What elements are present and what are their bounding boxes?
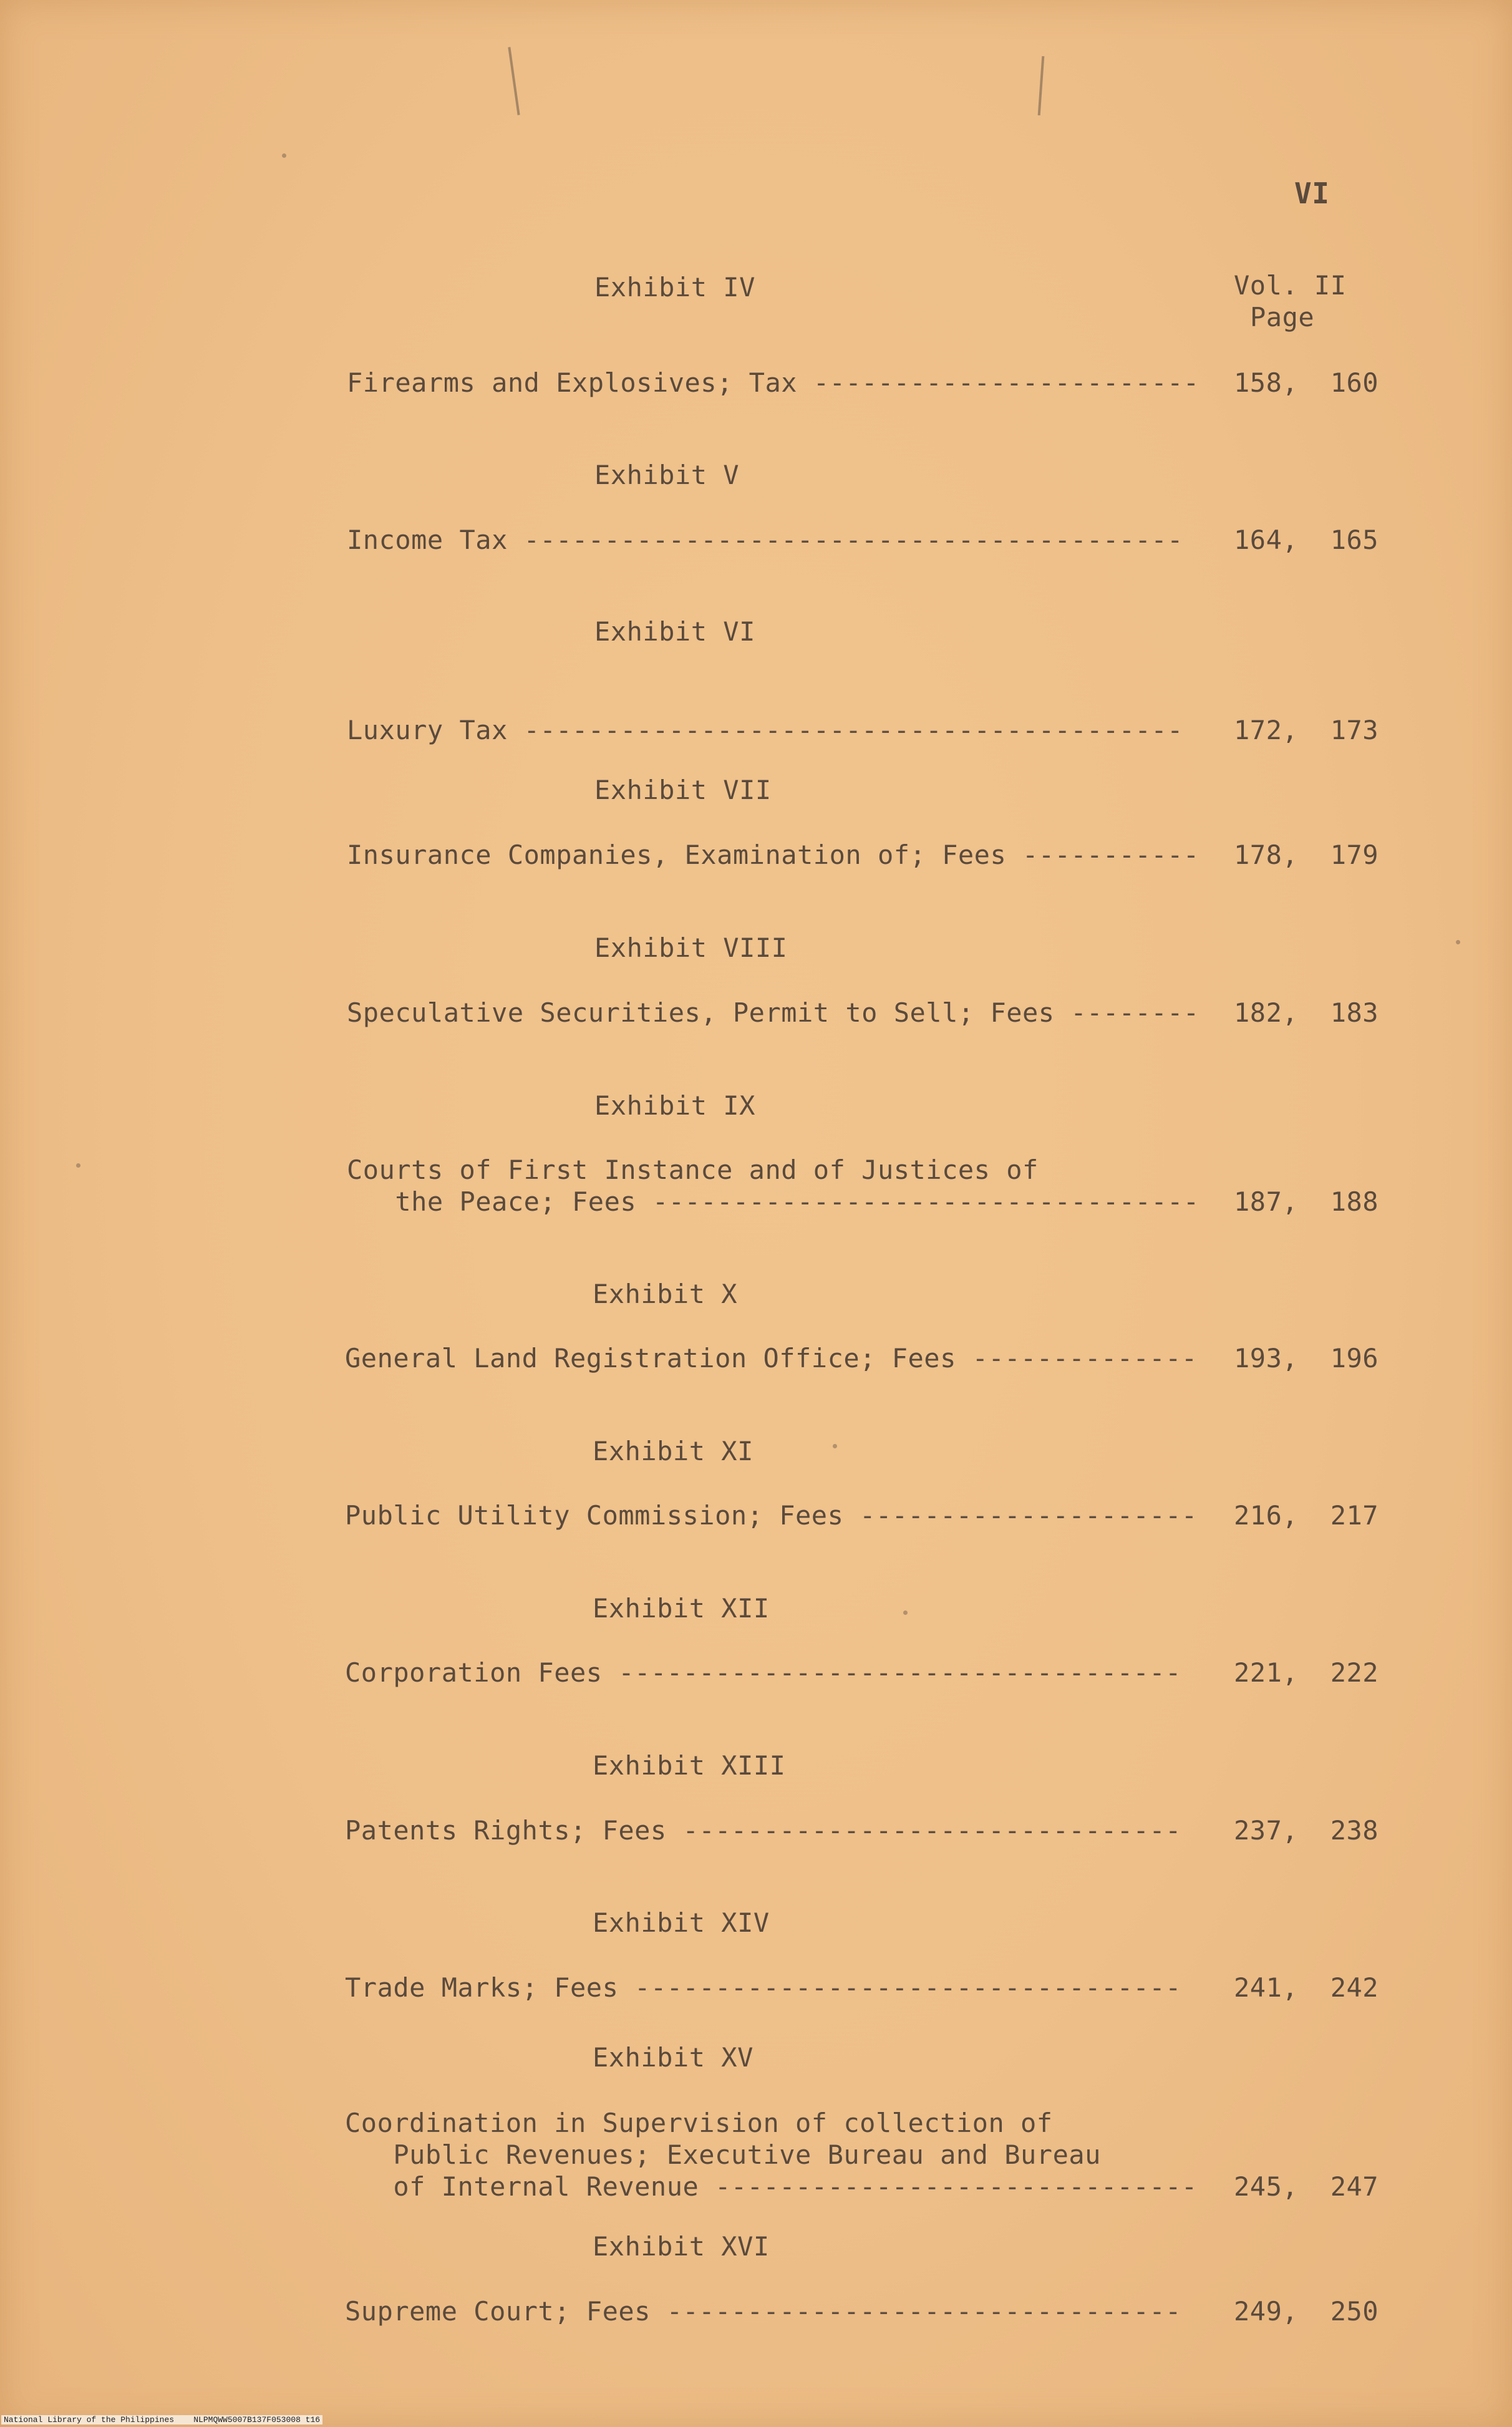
page-references: 164, 165 [1234, 525, 1379, 555]
paper-speck [833, 1444, 837, 1448]
exhibit-heading: Exhibit XVI [593, 2231, 770, 2262]
exhibit-heading: Exhibit IX [594, 1090, 755, 1121]
exhibit-heading: Exhibit XIII [593, 1750, 786, 1781]
leader-dashes: ------------------------------ [715, 2171, 1198, 2202]
entry-title-line [345, 1657, 1181, 1688]
entry-title-text: Insurance Companies, Examination of; Fees [347, 840, 1007, 870]
staple-mark-left [508, 47, 520, 115]
page-references: 245, 247 [1234, 2171, 1379, 2202]
page-references: 158, 160 [1234, 367, 1379, 398]
leader-dashes: ------------------------------- [682, 1815, 1181, 1846]
paper-speck [76, 1163, 80, 1168]
page-references: 216, 217 [1234, 1500, 1379, 1531]
entry-title-line [345, 1815, 1181, 1846]
entry-title-line [347, 997, 1199, 1028]
page-references: 249, 250 [1234, 2296, 1379, 2327]
page-references: 221, 222 [1234, 1657, 1379, 1688]
entry-title-text: Coordination in Supervision of collection of [345, 2108, 1053, 2138]
leader-dashes: ----------------------------------------- [523, 525, 1183, 555]
entry-title-text: Corporation Fees [345, 1657, 603, 1688]
page-references: 187, 188 [1234, 1186, 1379, 1217]
paper-speck [282, 153, 286, 158]
staple-mark-right [1038, 56, 1045, 115]
exhibit-heading: Exhibit XI [593, 1436, 754, 1466]
entry-title-line [345, 1345, 1198, 1372]
exhibit-heading: Exhibit VI [594, 616, 755, 647]
leader-dashes: ----------- [1022, 840, 1199, 870]
entry-title-text: Firearms and Explosives; Tax [347, 367, 798, 398]
entry-title-line [347, 527, 1183, 553]
leader-dashes: ------------------------ [813, 367, 1199, 398]
entry-title-text: Patents Rights; Fees [345, 1815, 667, 1846]
page-references: 178, 179 [1234, 840, 1379, 870]
paper-speck [1456, 940, 1460, 944]
leader-dashes: ----------------------------------------- [523, 715, 1183, 745]
leader-dashes: ---------------------------------- [652, 1186, 1199, 1217]
entry-title-line [345, 1500, 1198, 1531]
exhibit-heading: Exhibit XV [593, 2042, 754, 2073]
exhibit-heading: Exhibit VIII [594, 933, 788, 963]
entry-title-line [345, 1972, 1181, 2003]
entry-title-text: Supreme Court; Fees [345, 2296, 651, 2327]
paper-speck [903, 1611, 908, 1615]
entry-title-text: Speculative Securities, Permit to Sell; Fees [347, 997, 1055, 1028]
exhibit-heading: Exhibit XII [593, 1593, 770, 1624]
entry-title-line [345, 2171, 1198, 2202]
page-references: 172, 173 [1234, 715, 1379, 745]
entry-title-line [345, 2296, 1181, 2327]
page-references: 237, 238 [1234, 1815, 1379, 1846]
leader-dashes: ---------------------------------- [634, 1972, 1181, 2003]
entry-title-text: Luxury Tax [347, 715, 508, 745]
entry-title-line [347, 1157, 1039, 1183]
entry-title-text: Income Tax [347, 525, 508, 555]
leader-dashes: -------------- [972, 1343, 1198, 1373]
page-references: 182, 183 [1234, 997, 1379, 1028]
entry-title-line [347, 717, 1183, 744]
leader-dashes: --------------------- [860, 1500, 1198, 1531]
entry-title-text: Public Revenues; Executive Bureau and Bureau [345, 2139, 1101, 2170]
entry-title-text: Public Utility Commission; Fees [345, 1500, 844, 1531]
entry-title-text: the Peace; Fees [347, 1186, 637, 1217]
exhibit-heading: Exhibit V [594, 460, 740, 490]
exhibit-heading: Exhibit X [593, 1279, 738, 1309]
exhibit-heading: Exhibit IV [594, 272, 755, 303]
volume-column-header: Vol. II [1234, 270, 1347, 301]
page-column-header: Page [1250, 302, 1315, 332]
entry-title-line [347, 1186, 1199, 1217]
entry-title-line [345, 2139, 1101, 2170]
entry-title-line [347, 367, 1199, 398]
entry-title-text: of Internal Revenue [345, 2171, 699, 2202]
exhibit-heading: Exhibit VII [594, 775, 772, 805]
entry-title-text: Trade Marks; Fees [345, 1972, 619, 2003]
page-references: 193, 196 [1234, 1343, 1379, 1373]
leader-dashes: -------- [1070, 997, 1199, 1028]
entry-title-line [345, 2110, 1053, 2136]
entry-title-text: General Land Registration Office; Fees [345, 1343, 956, 1373]
exhibit-heading: Exhibit XIV [593, 1907, 770, 1938]
leader-dashes: ----------------------------------- [618, 1657, 1181, 1688]
entry-title-text: Courts of First Instance and of Justices of [347, 1155, 1039, 1185]
entry-title-line [347, 842, 1199, 868]
leader-dashes: -------------------------------- [666, 2296, 1181, 2327]
page-number: VI [1294, 177, 1330, 210]
page-references: 241, 242 [1234, 1972, 1379, 2003]
archive-footer: National Library of the Philippines NLPMQWW5007B137F053008 t16 [1, 2415, 322, 2425]
